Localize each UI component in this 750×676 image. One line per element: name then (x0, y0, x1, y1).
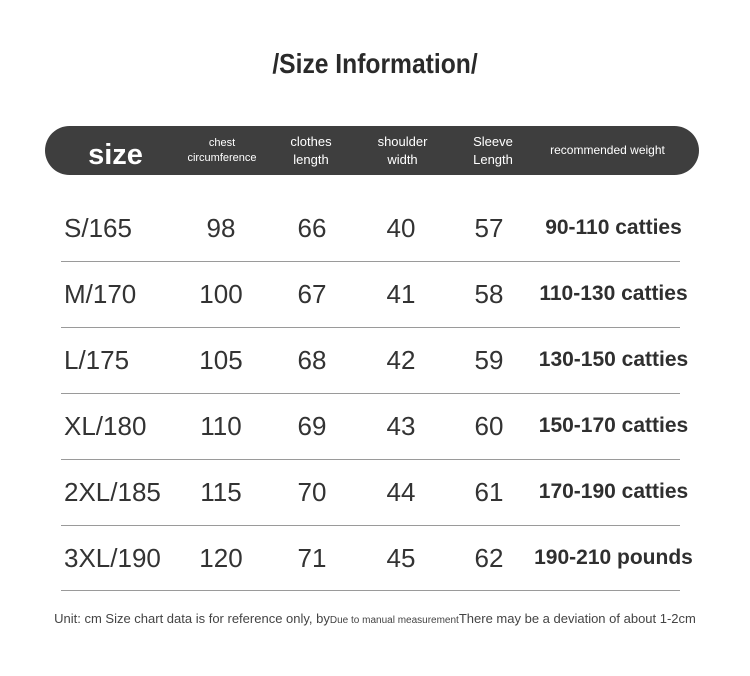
size-cell: M/170 (64, 278, 137, 309)
chest-cell: 110 (200, 410, 242, 441)
header-shoulder-width: shoulder width (377, 133, 428, 167)
header-size: size (88, 138, 143, 171)
sleeve-cell: 61 (474, 476, 504, 507)
chest-cell: 115 (200, 476, 242, 507)
shoulder-cell: 43 (386, 410, 416, 441)
weight-cell: 170-190 catties (538, 480, 689, 503)
table-row (61, 459, 689, 526)
page-title: /Size Information/ (272, 48, 478, 79)
size-cell: 2XL/185 (64, 476, 161, 507)
sleeve-cell: 58 (474, 278, 504, 309)
length-cell: 67 (297, 278, 327, 309)
header-sleeve-length: Sleeve Length (473, 133, 513, 167)
table-header (45, 126, 699, 175)
weight-cell: 90-110 catties (545, 216, 682, 239)
chest-cell: 120 (199, 542, 243, 573)
shoulder-cell: 41 (386, 278, 416, 309)
table-row (61, 327, 689, 394)
table-row (61, 393, 689, 460)
length-cell: 66 (297, 212, 327, 243)
shoulder-cell: 40 (386, 212, 416, 243)
weight-cell: 130-150 catties (538, 348, 689, 371)
size-cell: 3XL/190 (64, 542, 161, 573)
sleeve-cell: 57 (474, 212, 504, 243)
table-row (61, 195, 680, 262)
weight-cell: 150-170 catties (538, 414, 689, 437)
sleeve-cell: 60 (474, 410, 504, 441)
size-cell: XL/180 (64, 410, 147, 441)
table-row (61, 525, 693, 591)
weight-cell: 110-130 catties (539, 282, 688, 305)
chest-cell: 105 (199, 344, 243, 375)
shoulder-cell: 45 (386, 542, 416, 573)
length-cell: 70 (297, 476, 327, 507)
header-recommended-weight: recommended weight (550, 143, 665, 158)
header-clothes-length: clothes length (290, 133, 332, 167)
length-cell: 69 (297, 410, 327, 441)
weight-cell: 190-210 pounds (534, 546, 693, 569)
chest-cell: 98 (206, 212, 236, 243)
footer-note: Unit: cm Size chart data is for reference only, byDue to manual measurementThere may be a deviation of about 1-2cm (54, 611, 696, 626)
table-row (61, 261, 688, 328)
size-cell: L/175 (64, 344, 130, 375)
shoulder-cell: 44 (386, 476, 416, 507)
chest-cell: 100 (199, 278, 243, 309)
size-cell: S/165 (64, 212, 132, 243)
sleeve-cell: 62 (474, 542, 504, 573)
sleeve-cell: 59 (474, 344, 504, 375)
header-chest: chest circumference (187, 136, 257, 164)
length-cell: 71 (297, 542, 327, 573)
length-cell: 68 (297, 344, 327, 375)
shoulder-cell: 42 (386, 344, 416, 375)
